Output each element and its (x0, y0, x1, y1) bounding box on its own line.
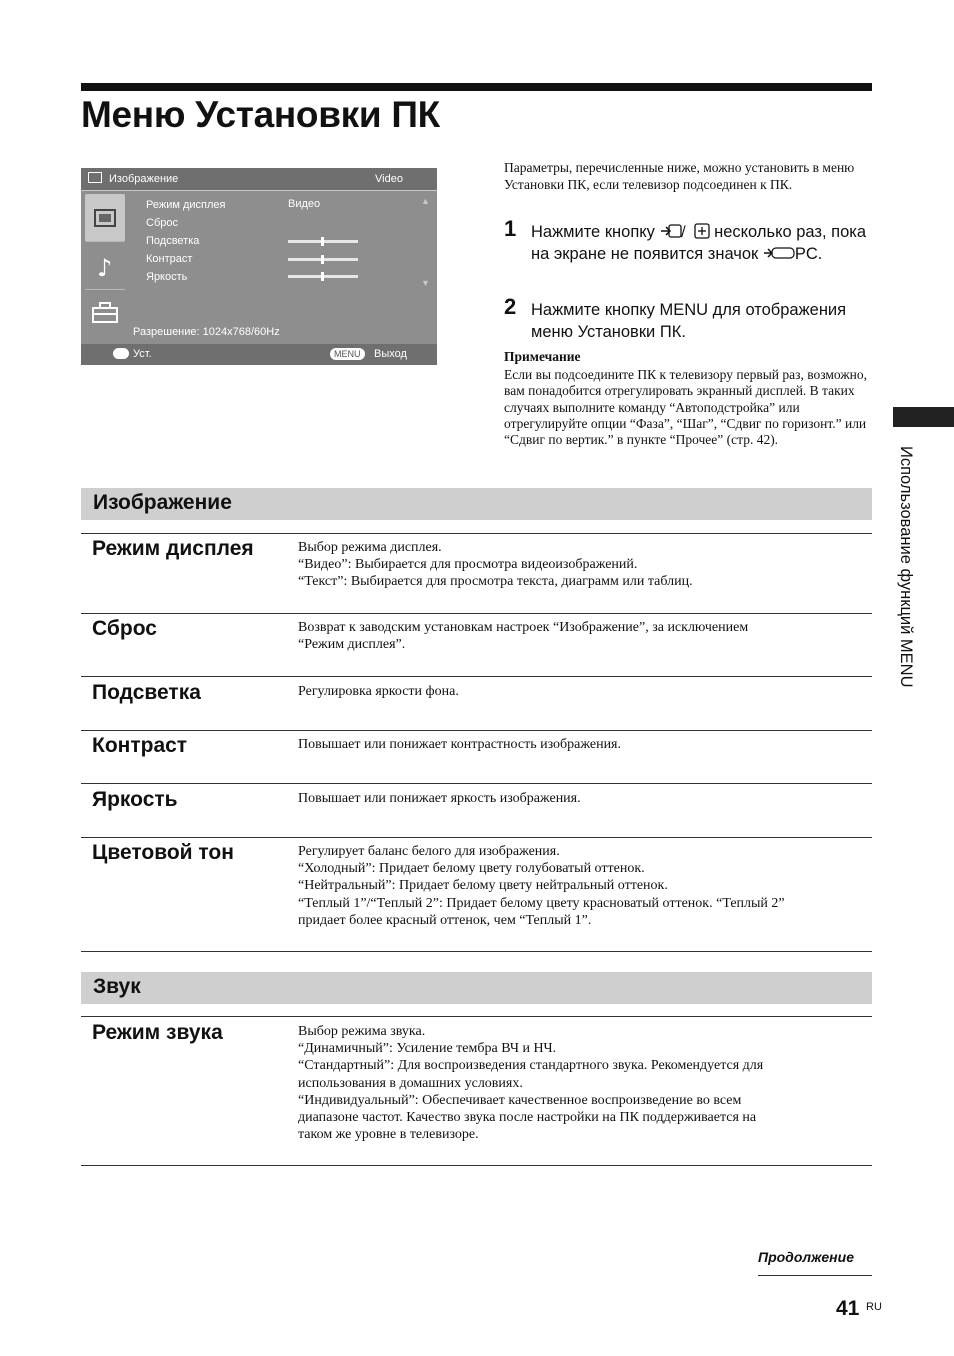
note-text: Если вы подсоедините ПК к телевизору первый раз, возможно, вам понадобится отрегулировать экранный дисплей. В таких случаях выполните команду “Автоподстройка” или отрегулируйте опции “Фаза”, “Шаг”, “Сдвиг по горизонт.” или “Сдвиг по вертик.” в пункте “Прочее” (стр. 42). (504, 367, 868, 448)
desc-line: “Стандартный”: Для воспроизведения стандартного звука. Рекомендуется для (298, 1058, 764, 1074)
step-text (531, 221, 876, 265)
osd-header-title: Изображение (109, 173, 179, 185)
picture-category-icon (85, 194, 125, 242)
osd-footer-exit: Выход (374, 348, 407, 360)
input-button-icon (660, 223, 694, 239)
desc-line: использования в домашних условиях. (298, 1075, 523, 1091)
section-title: Изображение (93, 491, 232, 514)
section-title: Звук (93, 975, 141, 998)
desc-line: Регулировка яркости фона. (298, 684, 459, 699)
desc-reset (298, 619, 872, 653)
slider-knob (321, 272, 324, 281)
slider-knob (321, 237, 324, 246)
desc-brightness (298, 790, 872, 807)
note-heading: Примечание (504, 349, 581, 364)
input-icon (88, 172, 102, 183)
desc-color-tone (298, 843, 872, 929)
step-text-part: Нажмите кнопку (531, 223, 660, 241)
term-contrast: Контраст (92, 734, 188, 757)
section-header-sound (81, 972, 872, 1004)
section-header-picture (81, 488, 872, 520)
desc-line: таком же уровне в телевизоре. (298, 1127, 479, 1143)
osd-item: Подсветка (146, 235, 200, 247)
osd-item: Сброс (146, 217, 178, 229)
osd-header-source: Video (375, 173, 403, 185)
svg-text:♪: ♪ (97, 254, 113, 282)
osd-item-list (146, 198, 225, 288)
continued-rule (758, 1275, 872, 1276)
osd-footer (81, 344, 437, 365)
desc-line: Возврат к заводским установкам настроек “Изображение”, за исключением (298, 620, 749, 635)
row-divider (81, 730, 872, 731)
osd-category-column (85, 194, 125, 338)
pc-input-icon (763, 246, 795, 260)
osd-menu-screenshot (81, 168, 437, 365)
desc-line: Выбор режима звука. (298, 1024, 426, 1039)
slider-knob (321, 255, 324, 264)
row-divider (81, 676, 872, 677)
desc-line: придает более красный оттенок, чем “Теплый 1”. (298, 912, 592, 928)
step-number: 1 (504, 216, 517, 241)
desc-backlight (298, 683, 872, 700)
title-rule (81, 83, 872, 91)
desc-line: диапазоне частот. Качество звука после настройки на ПК поддерживается на (298, 1110, 757, 1126)
desc-line: Регулирует баланс белого для изображения. (298, 844, 560, 859)
osd-item: Контраст (146, 253, 193, 265)
desc-sound-mode (298, 1023, 872, 1143)
desc-line: Повышает или понижает яркость изображения. (298, 791, 581, 806)
row-divider (81, 1165, 872, 1166)
page-title: Меню Установки ПК (81, 94, 440, 135)
scroll-up-icon: ▲ (421, 196, 430, 206)
brightness-slider (288, 275, 358, 278)
row-divider (81, 783, 872, 784)
osd-resolution: Разрешение: 1024x768/60Hz (133, 326, 280, 338)
row-divider (81, 533, 872, 534)
step-text-part: несколько раз, пока на экране не появится значок (531, 223, 867, 263)
row-divider (81, 837, 872, 838)
desc-line: “Теплый 1”/“Теплый 2”: Придает белому цвету красноватый оттенок. “Теплый 2” (298, 895, 785, 911)
desc-contrast (298, 736, 872, 753)
desc-line: “Динамичный”: Усиление тембра ВЧ и НЧ. (298, 1041, 557, 1057)
desc-line: “Индивидуальный”: Обеспечивает качественное воспроизведение во всем (298, 1092, 742, 1108)
scroll-down-icon: ▼ (421, 278, 430, 288)
osd-display-mode-value: Видео (288, 198, 321, 210)
page-number: 41 (836, 1297, 860, 1320)
row-divider (81, 1016, 872, 1017)
desc-line: “Нейтральный”: Придает белому цвету нейтральный оттенок. (298, 878, 668, 894)
step-number: 2 (504, 294, 517, 319)
backlight-slider (288, 240, 358, 243)
tv-input-icon (694, 223, 710, 239)
row-divider (81, 951, 872, 952)
page-number-suffix: RU (866, 1301, 882, 1313)
term-reset: Сброс (92, 617, 157, 640)
osd-item: Режим дисплея (146, 199, 226, 211)
term-display-mode: Режим дисплея (92, 537, 254, 560)
side-tab-label (895, 446, 915, 786)
menu-badge: MENU (330, 348, 365, 360)
desc-line: “Холодный”: Придает белому цвету голубоватый оттенок. (298, 861, 645, 877)
sound-category-icon (85, 242, 125, 290)
select-button-icon (113, 348, 129, 359)
osd-header (81, 168, 437, 191)
term-backlight: Подсветка (92, 681, 201, 704)
desc-line: Повышает или понижает контрастность изображения. (298, 737, 621, 752)
term-sound-mode: Режим звука (92, 1021, 223, 1044)
step-text: Нажмите кнопку MENU для отображения меню Установки ПК. (531, 301, 847, 341)
desc-line: “Видео”: Выбирается для просмотра видеоизображений. (298, 557, 638, 573)
term-brightness: Яркость (92, 788, 178, 811)
contrast-slider (288, 258, 358, 261)
term-color-tone: Цветовой тон (92, 841, 234, 864)
side-tab-marker (893, 407, 954, 427)
osd-item: Яркость (146, 271, 188, 283)
row-divider (81, 613, 872, 614)
intro-paragraph: Параметры, перечисленные ниже, можно установить в меню Установки ПК, если телевизор подсоединен к ПК. (504, 160, 855, 192)
side-tab-text: Использование функций MENU (897, 446, 915, 688)
svg-text:/: / (680, 224, 686, 239)
setup-category-icon (85, 290, 125, 338)
osd-footer-set: Уст. (133, 348, 152, 360)
continued-label: Продолжение (758, 1249, 854, 1265)
desc-display-mode (298, 539, 872, 591)
desc-line: “Режим дисплея”. (298, 637, 406, 653)
desc-line: “Текст”: Выбирается для просмотра текста, диаграмм или таблиц. (298, 574, 693, 590)
step-text-part: PC. (794, 245, 823, 263)
desc-line: Выбор режима дисплея. (298, 540, 442, 555)
